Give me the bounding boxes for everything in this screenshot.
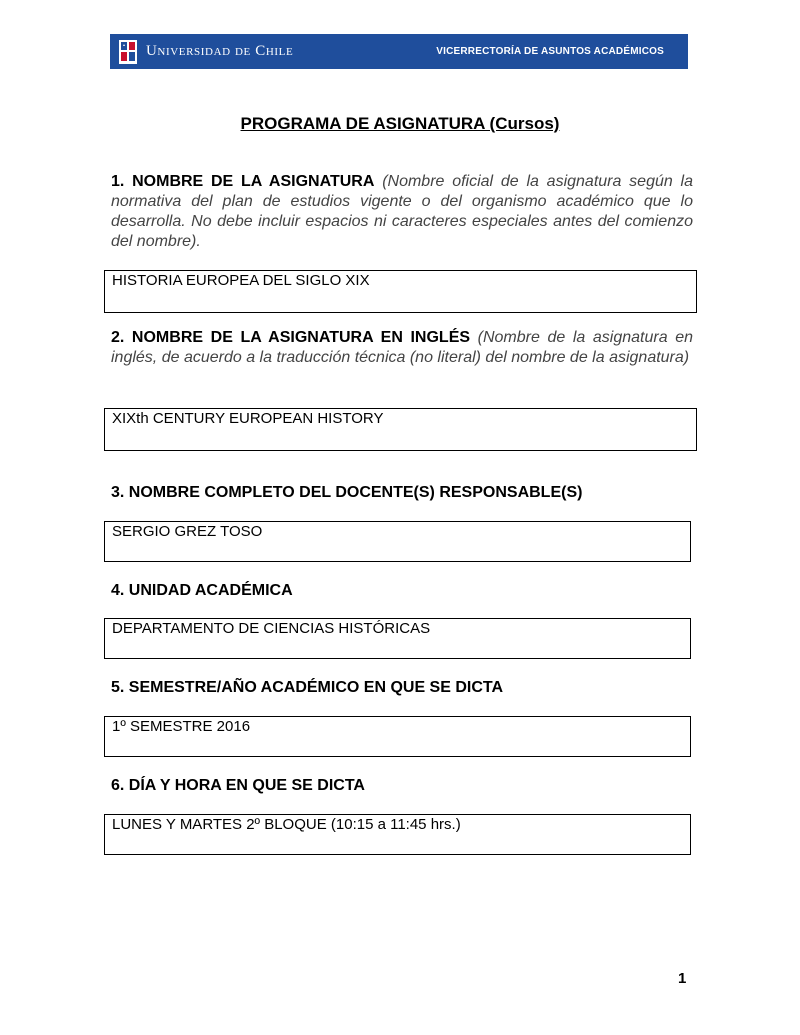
field-dia-hora bbox=[104, 814, 691, 855]
field-nombre-ingles bbox=[104, 408, 697, 451]
field-value: XIXth CENTURY EUROPEAN HISTORY bbox=[112, 410, 384, 427]
field-docente bbox=[104, 521, 691, 562]
field-nombre-asignatura bbox=[104, 270, 697, 313]
field-value: DEPARTAMENTO DE CIENCIAS HISTÓRICAS bbox=[112, 620, 431, 637]
section-heading: 2. NOMBRE DE LA ASIGNATURA EN INGLÉS bbox=[111, 329, 471, 346]
university-logo bbox=[118, 39, 293, 65]
field-value: SERGIO GREZ TOSO bbox=[112, 523, 263, 540]
field-value: HISTORIA EUROPEA DEL SIGLO XIX bbox=[112, 272, 370, 289]
section-3-docente bbox=[111, 483, 693, 503]
page-number: 1 bbox=[678, 970, 687, 987]
document-title: PROGRAMA DE ASIGNATURA (Cursos) bbox=[240, 114, 560, 133]
section-heading: 4. UNIDAD ACADÉMICA bbox=[111, 582, 293, 599]
section-heading: 3. NOMBRE COMPLETO DEL DOCENTE(S) RESPONSABLE(S) bbox=[111, 484, 583, 501]
university-name: Universidad de Chile bbox=[146, 43, 294, 59]
section-description: (Nombre de la asignatura en inglés, de acuerdo a la traducción técnica (no literal) del nombre de la asignatura) bbox=[111, 329, 694, 366]
field-value: 1º SEMESTRE 2016 bbox=[112, 718, 251, 735]
field-semestre bbox=[104, 716, 691, 757]
section-5-semestre bbox=[111, 678, 693, 698]
section-4-unidad-academica bbox=[111, 581, 693, 601]
department-name: VICERRECTORÍA DE ASUNTOS ACADÉMICOS bbox=[436, 46, 664, 57]
header-banner bbox=[110, 34, 688, 69]
section-6-dia-hora bbox=[111, 776, 693, 796]
university-crest-icon bbox=[118, 39, 138, 65]
section-description: (Nombre oficial de la asignatura según la normativa del plan de estudios vigente o del organismo académico que lo desarrolla. No debe incluir espacios ni caracteres especiales antes del comienzo del nombre). bbox=[111, 173, 694, 250]
field-unidad-academica bbox=[104, 618, 691, 659]
field-value: LUNES Y MARTES 2º BLOQUE (10:15 a 11:45 hrs.) bbox=[112, 816, 461, 833]
section-1-nombre-asignatura bbox=[111, 172, 693, 252]
section-heading: 5. SEMESTRE/AÑO ACADÉMICO EN QUE SE DICTA bbox=[111, 679, 504, 696]
section-heading: 6. DÍA Y HORA EN QUE SE DICTA bbox=[111, 777, 365, 794]
section-heading: 1. NOMBRE DE LA ASIGNATURA bbox=[111, 173, 375, 190]
section-2-nombre-ingles bbox=[111, 328, 693, 368]
